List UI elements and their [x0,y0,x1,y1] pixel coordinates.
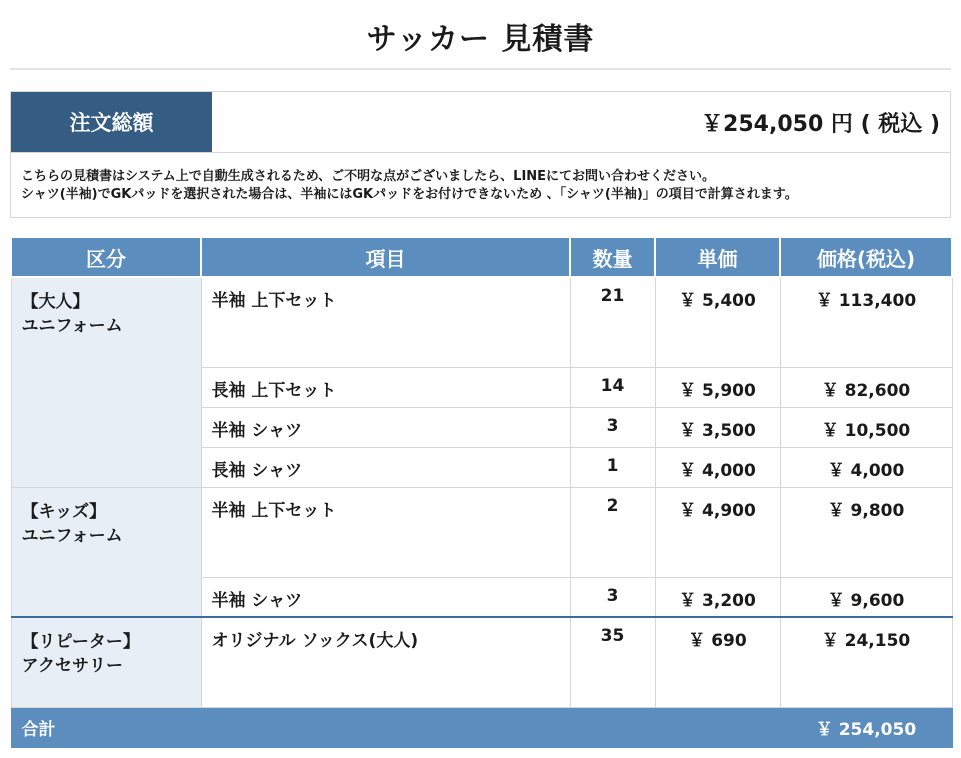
total-row [11,707,952,747]
unit-price-cell: ￥ 690 [655,617,780,707]
total-label: 合計 [11,707,780,747]
category-cell [11,487,201,617]
category-label: 【リピーター】 [21,632,140,652]
price-cell: ￥ 113,400 [780,277,952,367]
item-cell: 長袖 上下セット [201,367,570,407]
price-cell: ￥ 82,600 [780,367,952,407]
quantity-cell: 3 [570,407,655,447]
quantity-cell: 14 [570,367,655,407]
unit-price-cell: ￥ 3,500 [655,407,780,447]
header-price: 価格(税込) [780,237,952,277]
header-item: 項目 [201,237,570,277]
estimate-table [10,236,953,748]
page-title: サッカー 見積書 [366,22,595,57]
quantity-cell: 21 [570,277,655,367]
note-line: こちらの見積書はシステム上で自動生成されるため、ご不明な点がございましたら、LINEにてお問い合わせください。 [21,169,716,184]
category-cell [11,277,201,487]
header-category: 区分 [11,237,201,277]
summary-label: 注文総額 [11,92,212,152]
unit-price-cell: ￥ 5,900 [655,367,780,407]
item-cell: オリジナル ソックス(大人) [201,617,570,707]
quantity-cell: 1 [570,447,655,487]
price-cell: ￥ 24,150 [780,617,952,707]
quantity-cell: 3 [570,577,655,617]
total-amount: ￥254,050 円 ( 税込 ) [701,111,940,137]
summary-note [21,168,946,204]
table-row [11,487,952,577]
price-cell: ￥ 9,800 [780,487,952,577]
category-label: 【キッズ】 [21,501,107,522]
price-cell: ￥ 4,000 [780,447,952,487]
title-divider [10,68,951,70]
category-label: ユニフォーム [21,316,123,336]
price-cell: ￥ 10,500 [780,407,952,447]
category-label: 【大人】 [21,292,90,312]
table-header-row [11,237,952,277]
item-cell: 半袖 シャツ [201,577,570,617]
total-value: ￥ 254,050 [780,707,952,747]
item-cell: 半袖 上下セット [201,277,570,367]
header-unit-price: 単価 [655,237,780,277]
category-label: ユニフォーム [21,525,123,546]
unit-price-cell: ￥ 3,200 [655,577,780,617]
item-cell: 半袖 シャツ [201,407,570,447]
summary-header [11,92,950,153]
table-row [11,617,952,707]
price-cell: ￥ 9,600 [780,577,952,617]
quantity-cell: 2 [570,487,655,577]
note-line: シャツ(半袖)でGKパッドを選択された場合は、半袖にはGKパッドをお付けできないため 、「シャツ(半袖)」の項目で計算されます。 [21,187,798,202]
order-summary [10,91,951,218]
unit-price-cell: ￥ 4,900 [655,487,780,577]
category-cell [11,617,201,707]
item-cell: 長袖 シャツ [201,447,570,487]
quantity-cell: 35 [570,617,655,707]
item-cell: 半袖 上下セット [201,487,570,577]
table-row [11,277,952,367]
unit-price-cell: ￥ 5,400 [655,277,780,367]
unit-price-cell: ￥ 4,000 [655,447,780,487]
header-quantity: 数量 [570,237,655,277]
category-label: アクセサリー [21,656,123,676]
